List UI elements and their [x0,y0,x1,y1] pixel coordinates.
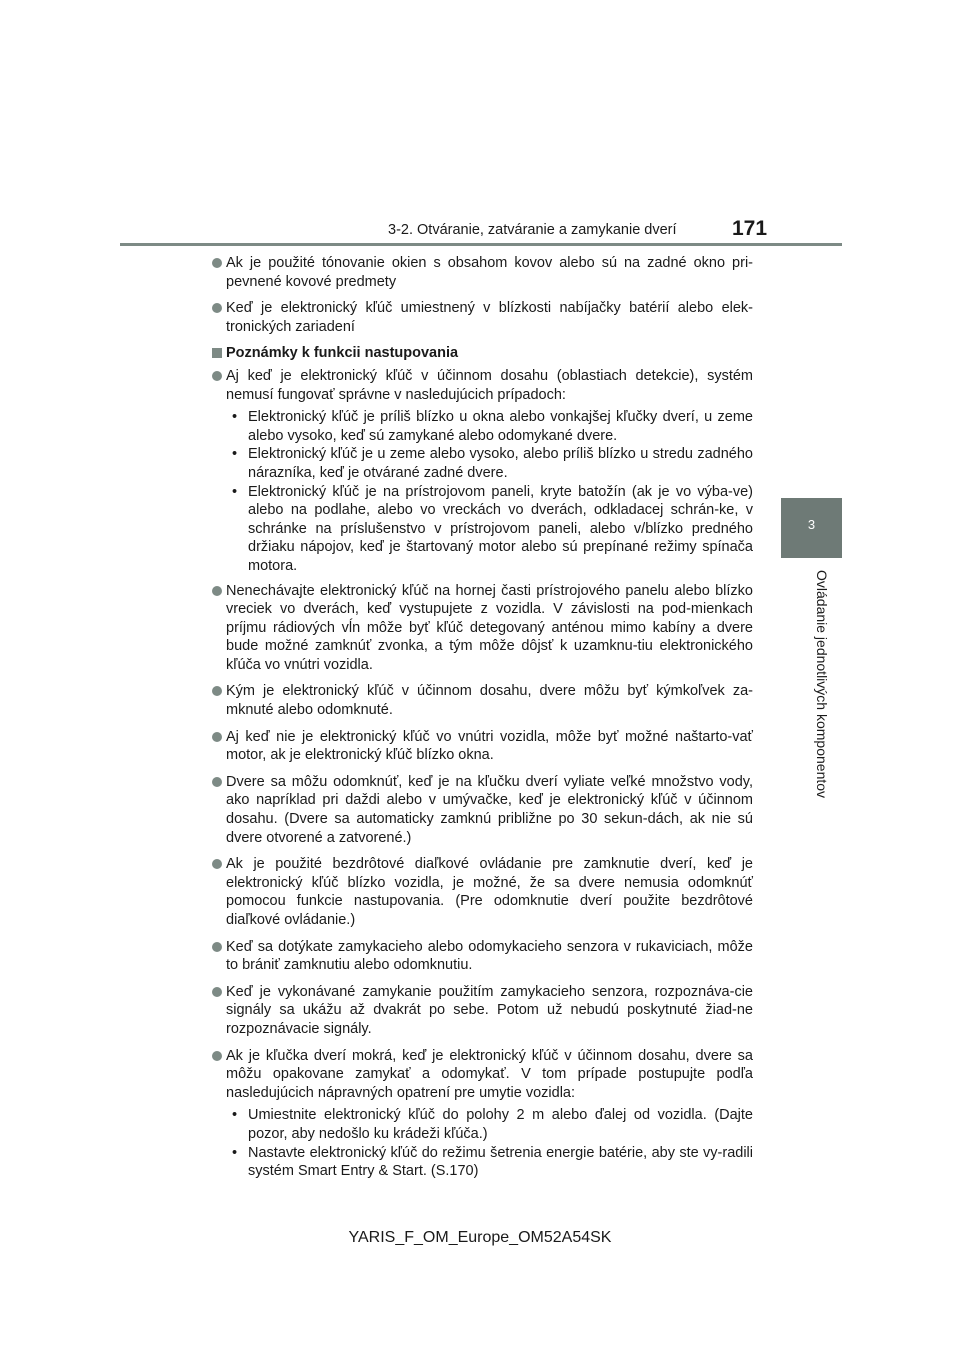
chapter-label: Ovládanie jednotlivých komponentov [814,570,830,799]
bullet-dot-icon [212,859,222,869]
list-item [212,855,753,929]
sub-list [226,408,753,575]
list-item-text: Keď je elektronický kľúč umiestnený v blízkosti nabíjačky batérií alebo elek-tronických zariadení [226,300,753,335]
sub-bullet-icon: • [232,483,238,500]
sub-list-item-text: Elektronický kľúč je u zeme alebo vysoko, alebo príliš blízko u stredu zadného nárazníka, keď je otvárané zadné dvere. [248,446,753,481]
list-item-text: Aj keď je elektronický kľúč v účinnom dosahu (oblastiach detekcie), systém nemusí fungovať správne v nasledujúcich prípadoch: [226,367,753,403]
bullet-dot-icon [212,371,222,381]
list-item [212,254,753,291]
sub-list [226,1106,753,1180]
sub-list-item-text: Elektronický kľúč je príliš blízko u okna alebo vonkajšej kľučky dverí, u zeme alebo vysoko, keď sú zamykané alebo odomykané dvere. [248,409,753,444]
header-divider [120,243,842,246]
list-item-text: Ak je kľučka dverí mokrá, keď je elektronický kľúč v účinnom dosahu, dvere sa môžu opakovane zamykať a odomykať. V tom prípade postupujte podľa nasledujúcich nápravných opatrení pre umytie vozidla: [226,1047,753,1101]
bullet-dot-icon [212,777,222,787]
bullet-dot-icon [212,732,222,742]
sub-list-item [226,445,753,482]
sub-list-item [226,483,753,576]
sub-list-item-text: Umiestnite elektronický kľúč do polohy 2 m alebo ďalej od vozidla. (Dajte pozor, aby nedošlo ku krádeži kľúča.) [248,1107,753,1142]
sub-list-item-text: Nastavte elektronický kľúč do režimu šetrenia energie batérie, aby ste vy-radili systém Smart Entry & Start. (S.170) [248,1144,753,1180]
bullet-dot-icon [212,1051,222,1061]
section-heading [212,344,753,363]
list-item-text: Kým je elektronický kľúč v účinnom dosahu, dvere môžu byť kýmkoľvek za-mknuté alebo odomknuté. [226,683,753,719]
list-item-text: Keď je vykonávané zamykanie použitím zamykacieho senzora, rozpoznáva-cie signály sa ukážu až dvakrát po sebe. Potom už nebudú poskytnuté žiad-ne rozpoznávacie signály. [226,983,753,1037]
list-item [212,938,753,975]
list-item [212,773,753,847]
sub-bullet-icon: • [232,1144,238,1161]
sub-list-item [226,1144,753,1181]
list-item [212,582,753,675]
section-title: 3-2. Otváranie, zatváranie a zamykanie dverí [388,222,677,238]
bullet-dot-icon [212,303,222,313]
section-square-icon [212,348,222,358]
list-item [212,1047,753,1103]
list-item-text: Ak je použité tónovanie okien s obsahom kovov alebo sú na zadné okno pri-pevnené kovové predmety [226,255,753,290]
chapter-tab-number: 3 [807,517,816,532]
bullet-dot-icon [212,942,222,952]
bullet-dot-icon [212,258,222,268]
page-content [212,254,753,1187]
sub-bullet-icon: • [232,446,238,463]
bullet-dot-icon [212,987,222,997]
list-item [212,367,753,404]
section-heading-text: Poznámky k funkcii nastupovania [226,345,459,362]
chapter-tab [781,498,842,558]
list-item [212,728,753,765]
list-item [212,682,753,719]
list-item-text: Ak je použité bezdrôtové diaľkové ovládanie pre zamknutie dverí, keď je elektronický kľúč blízko vozidla, je možné, že sa dvere nemusia odomknúť pomocou funkcie nastupovania. (Pre odomknutie dverí použite bezdrôtové diaľkové ovládanie.) [226,856,753,928]
list-item-text: Aj keď nie je elektronický kľúč vo vnútri vozidla, môže byť možné naštarto-vať motor, ak je elektronický kľúč blízko okna. [226,728,753,764]
bullet-dot-icon [212,586,222,596]
list-item [212,983,753,1039]
sub-list-item [226,408,753,445]
sub-list-item [226,1106,753,1143]
bullet-dot-icon [212,686,222,696]
sub-bullet-icon: • [232,1107,238,1124]
sub-bullet-icon: • [232,409,238,426]
list-item [212,299,753,336]
list-item-text: Nenechávajte elektronický kľúč na hornej časti prístrojového panelu alebo blízko vreciek vo dverách, keď vystupujete z vozidla. V závislosti na pod-mienkach príjmu rádiových vĺn môže byť kľúč detegovaný anténou mimo kabíny a dvere bude možné zamknúť zvonka, a tým môže dôjsť k uzamknu-tiu elektronického kľúča vo vnútri vozidla. [226,582,753,673]
page-number: 171 [732,217,768,240]
list-item-text: Keď sa dotýkate zamykacieho alebo odomykacieho senzora v rukaviciach, môže to brániť zamknutiu alebo odomknutiu. [226,938,753,974]
sub-list-item-text: Elektronický kľúč je na prístrojovom paneli, kryte batožín (ak je vo výba-ve) alebo na podlahe, alebo vo vreckách vo dverách, odkladacej schrán-ke, v schránke na príslušenstvo v prístrojovom paneli, alebo v/blízko predného držiaku nápojov, keď je štartovaný motor alebo sú prepínané režimy spínača motora. [248,483,753,574]
list-item-text: Dvere sa môžu odomknúť, keď je na kľučku dverí vyliate veľké množstvo vody, ako napríklad pri daždi alebo v umývačke, keď je elektronický kľúč v účinnom dosahu. (Dvere sa automaticky zamknú približne po 30 sekun-dách, ak nie sú dvere otvorené a zatvorené.) [226,773,753,846]
document-id: YARIS_F_OM_Europe_OM52A54SK [348,1229,612,1246]
